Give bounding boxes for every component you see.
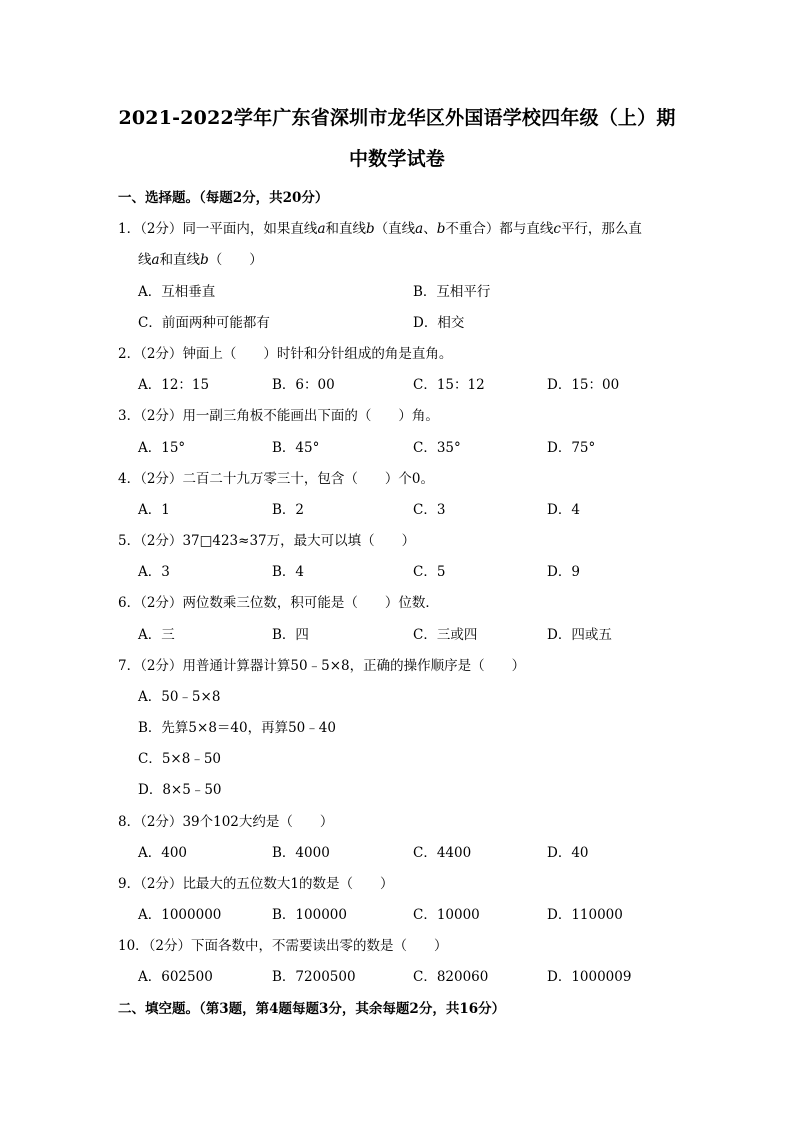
option-d: D．1000009	[547, 969, 632, 985]
option-d: D．8×5﹣50	[138, 782, 222, 798]
option-b: B．互相平行	[413, 284, 491, 300]
question-number: 1．（2分）	[118, 221, 183, 237]
question-4: 4．（2分）二百二十九万零三十，包含（ ）个0。	[118, 471, 435, 487]
question-number: 6．（2分）	[118, 595, 183, 611]
option-c: C．35°	[413, 440, 461, 456]
option-a: A．3	[138, 564, 170, 580]
option-b: B．100000	[272, 907, 347, 923]
question-2: 2．（2分）钟面上（ ）时针和分针组成的角是直角。	[118, 346, 453, 362]
option-a: A．1000000	[138, 907, 222, 923]
question-5: 5．（2分）37□423≈37万，最大可以填（ ）	[118, 533, 416, 549]
question-number: 2．（2分）	[118, 346, 183, 362]
option-a: A．50﹣5×8	[138, 689, 221, 705]
option-d: D．4	[547, 502, 580, 518]
exam-title-line2: 中数学试卷	[348, 148, 445, 170]
option-c: C．820060	[413, 969, 489, 985]
question-number: 8．（2分）	[118, 814, 183, 830]
option-a: A．400	[138, 845, 188, 861]
question-8: 8．（2分）39个102大约是（ ）	[118, 814, 334, 830]
question-number: 10．（2分）	[118, 938, 192, 954]
section-heading-fill-blank: 二、填空题。（第3题，第4题每题3分，其余每题2分，共16分）	[118, 1001, 506, 1017]
option-d: D．75°	[547, 440, 596, 456]
question-10: 10．（2分）下面各数中，不需要读出零的数是（ ）	[118, 938, 448, 954]
option-c: C．5	[413, 564, 446, 580]
section-heading-choice: 一、选择题。（每题2分，共20分）	[118, 190, 329, 206]
option-b: B．四	[272, 627, 309, 643]
question-number: 5．（2分）	[118, 533, 183, 549]
question-1-continued: 线a和直线b（ ）	[138, 252, 263, 268]
option-b: B．先算5×8＝40，再算50﹣40	[138, 720, 336, 736]
question-3: 3．（2分）用一副三角板不能画出下面的（ ）角。	[118, 408, 439, 424]
option-d: D．110000	[547, 907, 623, 923]
question-9: 9．（2分）比最大的五位数大1的数是（ ）	[118, 876, 394, 892]
question-number: 9．（2分）	[118, 876, 183, 892]
question-6: 6．（2分）两位数乘三位数，积可能是（ ）位数．	[118, 595, 439, 611]
option-b: B．6：00	[272, 377, 335, 393]
exam-title-line1: 2021-2022学年广东省深圳市龙华区外国语学校四年级（上）期	[118, 107, 676, 129]
question-7: 7．（2分）用普通计算器计算50﹣5×8，正确的操作顺序是（ ）	[118, 658, 526, 674]
option-c: C．10000	[413, 907, 480, 923]
option-c: C．三或四	[413, 627, 478, 643]
question-number: 7．（2分）	[118, 658, 183, 674]
option-c: C．15：12	[413, 377, 485, 393]
option-a: A．1	[138, 502, 170, 518]
option-b: B．7200500	[272, 969, 356, 985]
option-d: D．40	[547, 845, 589, 861]
option-a: A．12：15	[138, 377, 210, 393]
option-c: C．5×8﹣50	[138, 751, 221, 767]
option-a: A．三	[138, 627, 175, 643]
question-1: 1．（2分）同一平面内，如果直线a和直线b（直线a、b不重合）都与直线c平行，那么直	[118, 221, 642, 237]
option-c: C．3	[413, 502, 446, 518]
question-number: 4．（2分）	[118, 471, 183, 487]
option-b: B．2	[272, 502, 305, 518]
option-b: B．4000	[272, 845, 330, 861]
option-d: D．15：00	[547, 377, 620, 393]
question-number: 3．（2分）	[118, 408, 183, 424]
option-a: A．602500	[138, 969, 213, 985]
option-b: B．45°	[272, 440, 320, 456]
option-a: A．互相垂直	[138, 284, 216, 300]
option-c: C．4400	[413, 845, 472, 861]
option-d: D．四或五	[547, 627, 612, 643]
option-d: D．9	[547, 564, 580, 580]
option-d: D．相交	[413, 315, 465, 331]
option-c: C．前面两种可能都有	[138, 315, 270, 331]
option-a: A．15°	[138, 440, 186, 456]
option-b: B．4	[272, 564, 305, 580]
